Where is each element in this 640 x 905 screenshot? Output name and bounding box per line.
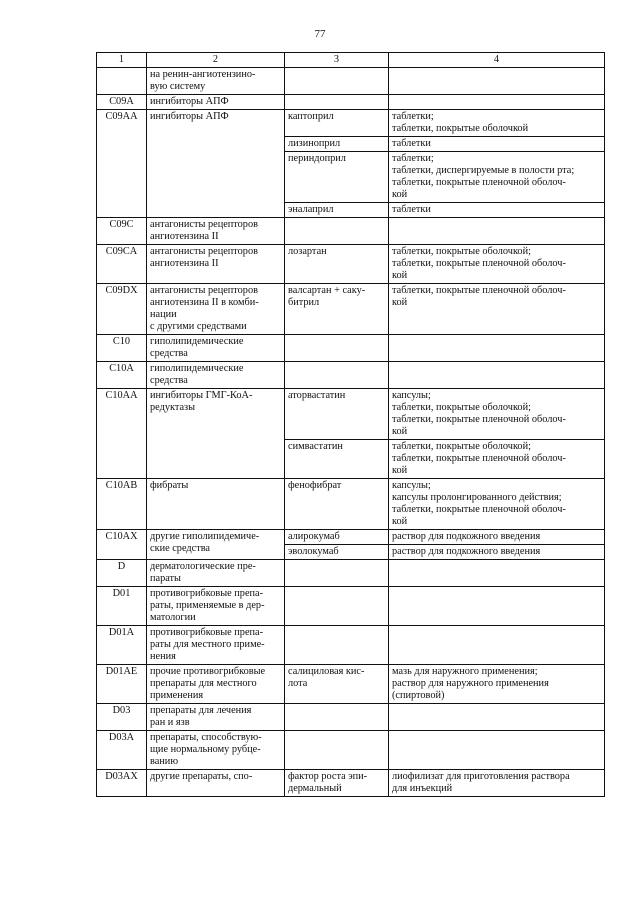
drug-name-cell [285, 770, 389, 797]
drug-name-cell [285, 110, 389, 137]
dosage-form-cell [389, 362, 605, 389]
dosage-form-cell [389, 530, 605, 545]
cell-text-line: лизиноприл [288, 138, 341, 149]
cell-text-line: кой [392, 465, 408, 476]
drug-name-cell [285, 152, 389, 203]
dosage-form-cell [389, 218, 605, 245]
table-row [97, 362, 605, 389]
cell-text-line: таблетки, покрытые оболочкой; [392, 441, 531, 452]
drug-name-cell [285, 626, 389, 665]
table-row [97, 665, 605, 704]
cell-text-line: антагонисты рецепторов [150, 219, 258, 230]
group-name-cell [147, 665, 285, 704]
cell-text-line: фактор роста эпи- [288, 771, 368, 782]
cell-text-line: эволокумаб [288, 546, 339, 557]
drug-list-table [96, 52, 605, 797]
atc-code-cell: C10A [97, 362, 147, 389]
group-name-cell [147, 110, 285, 218]
cell-text-line: валсартан + саку- [288, 285, 366, 296]
cell-text-line: ангиотензина II [150, 258, 219, 269]
dosage-form-cell [389, 335, 605, 362]
atc-code-cell: C09A [97, 95, 147, 110]
atc-code-cell: D01 [97, 587, 147, 626]
drug-name-cell [285, 245, 389, 284]
cell-text-line: с другими средствами [150, 321, 247, 332]
atc-code-cell: C09C [97, 218, 147, 245]
cell-text-line: противогрибковые препа- [150, 627, 264, 638]
cell-text-line: каптоприл [288, 111, 334, 122]
cell-text-line: таблетки, покрытые оболочкой; [392, 246, 531, 257]
atc-code-cell: C09DX [97, 284, 147, 335]
atc-code-cell: D [97, 560, 147, 587]
drug-name-cell [285, 335, 389, 362]
cell-text-line: (спиртовой) [392, 690, 445, 701]
column-header: 1 [97, 53, 147, 68]
atc-code-cell [97, 68, 147, 95]
table-row [97, 731, 605, 770]
drug-name-cell [285, 530, 389, 545]
cell-text-line: таблетки, покрытые оболочкой; [392, 402, 531, 413]
cell-text-line: алирокумаб [288, 531, 340, 542]
drug-name-cell [285, 479, 389, 530]
drug-name-cell [285, 560, 389, 587]
group-name-cell [147, 362, 285, 389]
table-row [97, 770, 605, 797]
cell-text-line: таблетки, покрытые пленочной оболоч- [392, 258, 566, 269]
cell-text-line: параты [150, 573, 181, 584]
dosage-form-cell [389, 560, 605, 587]
atc-code-cell: C10AB [97, 479, 147, 530]
drug-name-cell [285, 218, 389, 245]
cell-text-line: таблетки [392, 204, 431, 215]
drug-name-cell [285, 362, 389, 389]
drug-name-cell [285, 68, 389, 95]
group-name-cell [147, 587, 285, 626]
cell-text-line: кой [392, 426, 408, 437]
cell-text-line: лота [288, 678, 308, 689]
dosage-form-cell [389, 389, 605, 440]
cell-text-line: таблетки [392, 138, 431, 149]
drug-name-cell [285, 587, 389, 626]
atc-code-cell: D01A [97, 626, 147, 665]
column-header: 2 [147, 53, 285, 68]
table-row [97, 284, 605, 335]
dosage-form-cell [389, 704, 605, 731]
drug-name-cell [285, 545, 389, 560]
drug-name-cell [285, 440, 389, 479]
dosage-form-cell [389, 95, 605, 110]
cell-text-line: эналаприл [288, 204, 334, 215]
cell-text-line: ванию [150, 756, 179, 767]
cell-text-line: таблетки, диспергируемые в полости рта; [392, 165, 575, 176]
cell-text-line: раствор для подкожного введения [392, 546, 541, 557]
cell-text-line: ангиотензина II в комби- [150, 297, 259, 308]
cell-text-line: редуктазы [150, 402, 196, 413]
cell-text-line: нации [150, 309, 177, 320]
table-row [97, 530, 605, 545]
cell-text-line: щие нормальному рубце- [150, 744, 261, 755]
table-row [97, 335, 605, 362]
cell-text-line: капсулы; [392, 480, 431, 491]
cell-text-line: ингибиторы АПФ [150, 96, 229, 107]
group-name-cell [147, 68, 285, 95]
cell-text-line: средства [150, 375, 188, 386]
table-row [97, 704, 605, 731]
table-row [97, 626, 605, 665]
cell-text-line: прочие противогрибковые [150, 666, 266, 677]
cell-text-line: раствор для наружного применения [392, 678, 549, 689]
drug-name-cell [285, 137, 389, 152]
atc-code-cell: C09AA [97, 110, 147, 218]
atc-code-cell: D01AE [97, 665, 147, 704]
atc-code-cell: D03 [97, 704, 147, 731]
cell-text-line: капсулы; [392, 390, 431, 401]
group-name-cell [147, 389, 285, 479]
cell-text-line: таблетки, покрытые пленочной оболоч- [392, 453, 566, 464]
atc-code-cell: C10AA [97, 389, 147, 479]
dosage-form-cell [389, 440, 605, 479]
dosage-form-cell [389, 110, 605, 137]
dosage-form-cell [389, 203, 605, 218]
cell-text-line: препараты для лечения [150, 705, 252, 716]
cell-text-line: дерматологические пре- [150, 561, 256, 572]
table-body [97, 68, 605, 797]
cell-text-line: противогрибковые препа- [150, 588, 264, 599]
dosage-form-cell [389, 626, 605, 665]
cell-text-line: вую систему [150, 81, 206, 92]
group-name-cell [147, 704, 285, 731]
atc-code-cell: C09CA [97, 245, 147, 284]
cell-text-line: таблетки; [392, 111, 434, 122]
dosage-form-cell [389, 545, 605, 560]
group-name-cell [147, 245, 285, 284]
dosage-form-cell [389, 587, 605, 626]
cell-text-line: кой [392, 189, 408, 200]
cell-text-line: ские средства [150, 543, 210, 554]
drug-name-cell [285, 731, 389, 770]
cell-text-line: периндоприл [288, 153, 346, 164]
cell-text-line: применения [150, 690, 204, 701]
cell-text-line: ингибиторы АПФ [150, 111, 229, 122]
dosage-form-cell [389, 770, 605, 797]
cell-text-line: матологии [150, 612, 196, 623]
dosage-form-cell [389, 479, 605, 530]
group-name-cell [147, 770, 285, 797]
dosage-form-cell [389, 665, 605, 704]
dosage-form-cell [389, 284, 605, 335]
cell-text-line: кой [392, 516, 408, 527]
cell-text-line: другие гиполипидемиче- [150, 531, 260, 542]
group-name-cell [147, 284, 285, 335]
group-name-cell [147, 560, 285, 587]
column-header: 4 [389, 53, 605, 68]
cell-text-line: для инъекций [392, 783, 453, 794]
table-row [97, 218, 605, 245]
cell-text-line: раты для местного приме- [150, 639, 265, 650]
drug-name-cell [285, 665, 389, 704]
group-name-cell [147, 335, 285, 362]
cell-text-line: средства [150, 348, 188, 359]
group-name-cell [147, 218, 285, 245]
group-name-cell [147, 530, 285, 560]
page-number: 77 [314, 28, 326, 40]
cell-text-line: таблетки, покрытые пленочной оболоч- [392, 414, 566, 425]
dosage-form-cell [389, 731, 605, 770]
cell-text-line: битрил [288, 297, 320, 308]
dosage-form-cell [389, 152, 605, 203]
table-row [97, 95, 605, 110]
cell-text-line: таблетки, покрытые пленочной оболоч- [392, 504, 566, 515]
cell-text-line: раты, применяемые в дер- [150, 600, 265, 611]
table-row [97, 560, 605, 587]
cell-text-line: фибраты [150, 480, 189, 491]
cell-text-line: ран и язв [150, 717, 190, 728]
group-name-cell [147, 731, 285, 770]
table-header-row [97, 53, 605, 68]
cell-text-line: на ренин-ангиотензино- [150, 69, 256, 80]
cell-text-line: фенофибрат [288, 480, 342, 491]
cell-text-line: мазь для наружного применения; [392, 666, 538, 677]
group-name-cell [147, 95, 285, 110]
group-name-cell [147, 479, 285, 530]
cell-text-line: дермальный [288, 783, 342, 794]
atc-code-cell: D03AX [97, 770, 147, 797]
cell-text-line: ангиотензина II [150, 231, 219, 242]
column-header: 3 [285, 53, 389, 68]
cell-text-line: антагонисты рецепторов [150, 246, 258, 257]
cell-text-line: таблетки, покрытые пленочной оболоч- [392, 177, 566, 188]
cell-text-line: препараты, способствую- [150, 732, 262, 743]
atc-code-cell: C10AX [97, 530, 147, 560]
cell-text-line: раствор для подкожного введения [392, 531, 541, 542]
drug-name-cell [285, 203, 389, 218]
cell-text-line: нения [150, 651, 176, 662]
table-row [97, 110, 605, 137]
cell-text-line: таблетки, покрытые оболочкой [392, 123, 529, 134]
drug-name-cell [285, 389, 389, 440]
cell-text-line: симвастатин [288, 441, 343, 452]
drug-name-cell [285, 284, 389, 335]
cell-text-line: лиофилизат для приготовления раствора [392, 771, 570, 782]
table-row [97, 68, 605, 95]
dosage-form-cell [389, 137, 605, 152]
dosage-form-cell [389, 68, 605, 95]
dosage-form-cell [389, 245, 605, 284]
group-name-cell [147, 626, 285, 665]
cell-text-line: капсулы пролонгированного действия; [392, 492, 562, 503]
cell-text-line: кой [392, 297, 408, 308]
cell-text-line: таблетки; [392, 153, 434, 164]
table-row [97, 245, 605, 284]
drug-name-cell [285, 704, 389, 731]
cell-text-line: аторвастатин [288, 390, 346, 401]
atc-code-cell: D03A [97, 731, 147, 770]
drug-name-cell [285, 95, 389, 110]
cell-text-line: другие препараты, спо- [150, 771, 253, 782]
cell-text-line: таблетки, покрытые пленочной оболоч- [392, 285, 566, 296]
cell-text-line: препараты для местного [150, 678, 257, 689]
cell-text-line: гиполипидемические [150, 363, 244, 374]
cell-text-line: кой [392, 270, 408, 281]
cell-text-line: ингибиторы ГМГ-КоА- [150, 390, 253, 401]
cell-text-line: гиполипидемические [150, 336, 244, 347]
atc-code-cell: C10 [97, 335, 147, 362]
cell-text-line: салициловая кис- [288, 666, 365, 677]
table-row [97, 479, 605, 530]
cell-text-line: лозартан [288, 246, 327, 257]
table-row [97, 587, 605, 626]
cell-text-line: антагонисты рецепторов [150, 285, 258, 296]
table-row [97, 389, 605, 440]
